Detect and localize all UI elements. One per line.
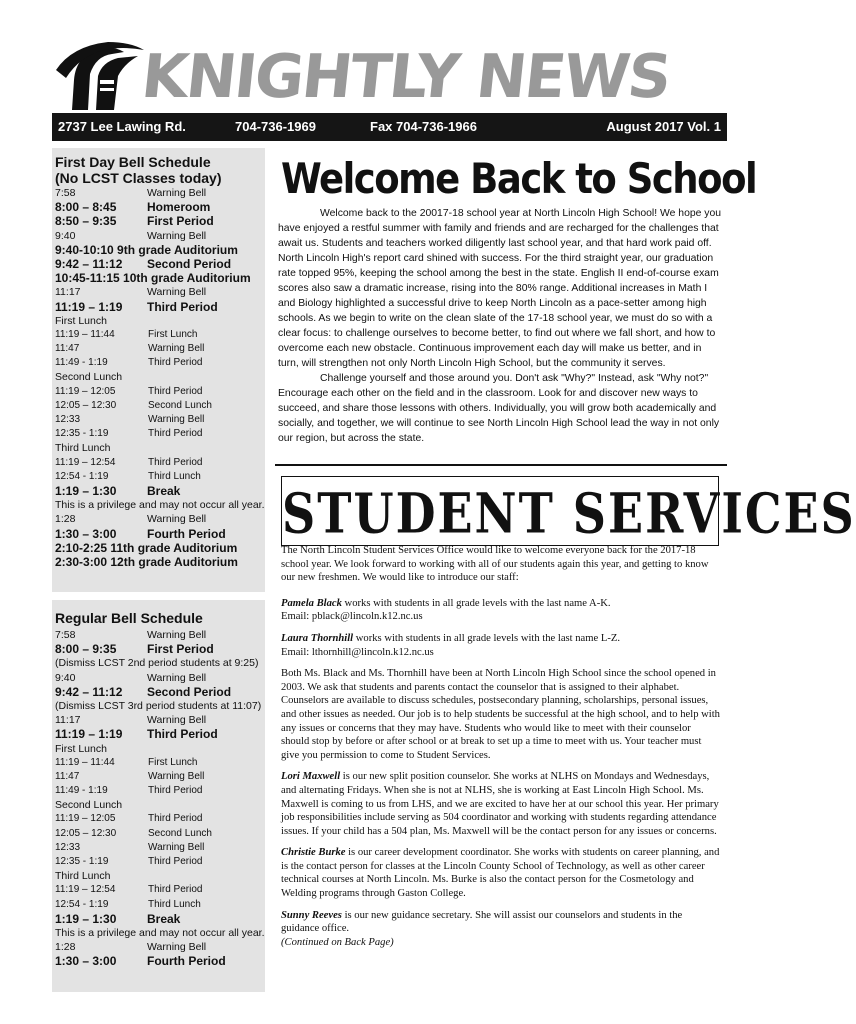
schedule-row (55, 883, 263, 897)
schedule-event: Warning Bell (148, 770, 205, 782)
schedule-time: 12:33 (55, 414, 81, 425)
schedule-time: First Lunch (55, 314, 107, 327)
schedule-event: Second Lunch (148, 399, 212, 411)
schedule-event: Third Period (147, 299, 218, 314)
schedule-event: Third Period (148, 428, 203, 440)
schedule-time: 9:40 (55, 229, 76, 242)
schedule-time: (Dismiss LCST 3rd period students at 11:07) (55, 699, 262, 712)
schedule-row (55, 186, 263, 200)
schedule-event: Fourth Period (147, 954, 226, 969)
schedule-event: Third Period (148, 856, 203, 867)
schedule-event: Second Period (147, 256, 232, 271)
regular-bell-schedule (52, 600, 265, 992)
schedule-time: 1:30 – 3:00 (55, 526, 117, 541)
schedule-row (55, 727, 263, 741)
schedule-event: Third Period (148, 813, 203, 825)
schedule-time: 10:45-11:15 10th grade Auditorium (55, 271, 251, 286)
schedule-time: 8:00 – 9:35 (55, 642, 117, 657)
schedule-time: 1:19 – 1:30 (55, 911, 117, 926)
schedule-time: 1:28 (55, 941, 76, 954)
schedule-time: 12:54 - 1:19 (55, 898, 109, 910)
welcome-title: Welcome Back to School (281, 155, 757, 204)
schedule-row (55, 742, 263, 756)
schedule-event: Break (147, 483, 181, 498)
schedule-row (55, 385, 263, 399)
schedule-subheading: (No LCST Classes today) (55, 170, 222, 186)
schedule-row (55, 770, 263, 784)
schedule-time: 8:00 – 8:45 (55, 200, 117, 215)
phone: 704-736-1969 (235, 119, 316, 134)
schedule-event: Second Period (147, 684, 232, 699)
schedule-row (55, 229, 263, 243)
issue-date: August 2017 Vol. 1 (606, 119, 721, 134)
welcome-paragraph: Challenge yourself and those around you. Don't ask "Why?" Instead, ask "Why not?" Encourage each other on the field and in the classroom. Look for and discover new ways to succeed, and share those lessons with others. Individually, you will grow both academically and socially, and together, we will continue to see North Lincoln High School lead the way in not only our region, but across the state. (278, 373, 720, 444)
schedule-row (55, 827, 263, 841)
schedule-row (55, 413, 263, 427)
schedule-row (55, 427, 263, 441)
schedule-time: 11:19 – 11:44 (55, 328, 115, 340)
student-services-banner (281, 476, 856, 546)
schedule-time: 2:10-2:25 11th grade Auditorium (55, 540, 238, 555)
schedule-event: Third Period (148, 385, 203, 397)
schedule-heading: Regular Bell Schedule (55, 610, 203, 626)
schedule-event: Third Lunch (148, 898, 201, 910)
info-bar (52, 113, 727, 141)
schedule-row (55, 328, 263, 342)
schedule-time: 1:28 (55, 513, 76, 526)
staff-laura-thornhill: Laura Thornhill works with students in all grade levels with the last name L-Z. Email: lthornhill@lincoln.k12.nc.us (281, 632, 620, 658)
schedule-time: 11:19 – 11:44 (55, 756, 115, 768)
schedule-row (55, 555, 263, 569)
schedule-time: 12:05 – 12:30 (55, 827, 117, 839)
schedule-row (55, 441, 263, 455)
schedule-time: 11:49 - 1:19 (55, 785, 108, 797)
schedule-row (55, 512, 263, 526)
schedule-time: (Dismiss LCST 2nd period students at 9:25) (55, 657, 259, 670)
schedule-row (55, 271, 263, 285)
schedule-event: Warning Bell (147, 286, 207, 299)
schedule-row (55, 527, 263, 541)
schedule-time: 11:19 – 12:54 (55, 884, 116, 896)
schedule-row (55, 798, 263, 812)
newsletter-title: KNIGHTLY NEWS (138, 42, 673, 112)
services-paragraph: Both Ms. Black and Ms. Thornhill have been at North Lincoln High School since the school opened in 2003. We ask that students and parents contact the counselor that is assigned to their alphabet. Counselors are available to discuss schedules, postsecondary planning, scholarships, personal issues, and other issues as needed. Our job is to help students be successful at the high school, and to help with any issues or concerns that they may have. Students who would like to meet with their counselor should stop by before or after school or at break to set up a time to meet with us. Your teacher must give you permission to come to Student Services. (281, 668, 720, 761)
schedule-time: 9:42 – 11:12 (55, 684, 123, 699)
schedule-time: 11:49 - 1:19 (55, 357, 108, 369)
schedule-time: 12:35 - 1:19 (55, 856, 109, 867)
schedule-time: 12:54 - 1:19 (55, 470, 109, 482)
schedule-time: 11:17 (55, 714, 81, 727)
schedule-row (55, 898, 263, 912)
schedule-time: 11:19 – 12:05 (55, 385, 116, 397)
schedule-row (55, 812, 263, 826)
schedule-event: Warning Bell (147, 513, 207, 526)
schedule-row (55, 869, 263, 883)
knight-helmet-icon (52, 40, 147, 112)
masthead (52, 40, 724, 112)
schedule-row (55, 399, 263, 413)
schedule-row (55, 200, 263, 214)
schedule-event: Warning Bell (148, 841, 205, 853)
schedule-row (55, 940, 263, 954)
schedule-event: Third Period (148, 357, 203, 369)
schedule-row (55, 498, 263, 512)
welcome-paragraph: Welcome back to the 20017-18 school year at North Lincoln High School! We hope you have enjoyed a restful summer with family and friends and are recharged for the challenges that await us. Students and teachers worked diligently last school year, and that hard work paid off. North Lincoln High's report card shined with success. For the third straight year, our graduation rate topped 95%, keeping the school among the best in the state. English II end-of-course exam scores also saw a dramatic increase, rising into the 80% range. Additional increases in Math I and Biology highlighted a successful drive to keep North Lincoln as a pace-setter among high schools. As we begin to write on the clean slate of the 17-18 school year, we must do so with a clear focus: to challenge ourselves to become better, to find out where we fall short, and how to overcome each new obstacle. Continuous improvement each day will make us better, and in turn, will strengthen not only North Lincoln High School, but the community it serves. (278, 208, 722, 369)
schedule-time: 11:19 – 12:05 (55, 813, 116, 825)
schedule-row (55, 342, 263, 356)
schedule-event: Warning Bell (147, 187, 207, 199)
schedule-time: 9:40-10:10 9th grade Auditorium (55, 242, 238, 257)
schedule-event: Second Lunch (148, 827, 212, 839)
schedule-time: 9:42 – 11:12 (55, 256, 123, 271)
staff-christie-burke: Christie Burke is our career development coordinator. She works with students on career planning, and is the contact person for classes at the Lincoln County School of Technology, as well as other career technical courses at North Lincoln. Ms. Burke is also the contact person for the Cosmetology and Welding programs through Gaston College. (281, 847, 720, 900)
staff-sunny-reeves: Sunny Reeves is our new guidance secretary. She will assist our counselors and students in the guidance office. (Continued on Back Page) (281, 909, 683, 948)
schedule-row (55, 470, 263, 484)
address: 2737 Lee Lawing Rd. (58, 119, 186, 134)
schedule-row (55, 356, 263, 370)
schedule-row (55, 841, 263, 855)
schedule-row (55, 756, 263, 770)
schedule-time: 11:17 (55, 286, 81, 299)
schedule-event: Third Period (148, 456, 203, 468)
schedule-row (55, 214, 263, 228)
schedule-row (55, 656, 263, 670)
schedule-time: This is a privilege and may not occur all year. (55, 499, 265, 512)
schedule-row (55, 370, 263, 384)
services-intro: The North Lincoln Student Services Office would like to welcome everyone back for the 2017-18 school year. We look forward to working with all of our students again this year, and getting to know our new freshmen. We would like to introduce our staff: (281, 545, 709, 584)
schedule-time: 1:19 – 1:30 (55, 483, 117, 498)
schedule-event: Third Period (147, 727, 218, 742)
schedule-time: 12:33 (55, 841, 81, 853)
schedule-event: Warning Bell (147, 629, 207, 641)
schedule-time: This is a privilege and may not occur all year. (55, 926, 265, 939)
divider (275, 464, 727, 466)
schedule-row (55, 285, 263, 299)
schedule-row (55, 300, 263, 314)
schedule-time: 11:19 – 12:54 (55, 456, 116, 468)
schedule-event: Fourth Period (147, 526, 226, 541)
schedule-time: 9:40 (55, 671, 76, 684)
schedule-event: First Lunch (148, 756, 198, 768)
schedule-event: Warning Bell (147, 941, 207, 954)
schedule-time: 7:58 (55, 629, 76, 641)
schedule-row (55, 784, 263, 798)
schedule-row (55, 314, 263, 328)
staff-pamela-black: Pamela Black works with students in all grade levels with the last name A-K. Email: pblack@lincoln.k12.nc.us (281, 597, 611, 623)
schedule-row (55, 685, 263, 699)
schedule-row (55, 954, 263, 968)
schedule-heading: First Day Bell Schedule (55, 154, 211, 170)
welcome-article (278, 206, 724, 446)
schedule-row (55, 926, 263, 940)
schedule-row (55, 243, 263, 257)
schedule-event: Warning Bell (148, 414, 205, 425)
schedule-row (55, 713, 263, 727)
schedule-row (55, 628, 263, 642)
schedule-time: 2:30-3:00 12th grade Auditorium (55, 554, 238, 569)
schedule-event: Warning Bell (147, 714, 207, 727)
schedule-event: Third Lunch (148, 470, 201, 482)
schedule-row (55, 456, 263, 470)
schedule-time: 11:47 (55, 770, 80, 782)
schedule-event: First Lunch (148, 328, 198, 340)
schedule-time: Second Lunch (55, 799, 123, 812)
first-day-bell-schedule (52, 148, 265, 592)
schedule-event: Homeroom (147, 200, 211, 215)
schedule-time: 8:50 – 9:35 (55, 214, 117, 229)
schedule-event: First Period (147, 642, 214, 657)
schedule-row (55, 671, 263, 685)
schedule-row (55, 912, 263, 926)
schedule-time: 12:35 - 1:19 (55, 428, 109, 440)
schedule-time: Third Lunch (55, 870, 111, 883)
schedule-event: Third Period (148, 884, 203, 896)
schedule-time: 11:47 (55, 343, 80, 355)
schedule-time: 11:19 – 1:19 (55, 727, 123, 742)
schedule-time: Second Lunch (55, 371, 123, 384)
schedule-time: 7:58 (55, 187, 76, 199)
schedule-event: Warning Bell (148, 343, 205, 355)
student-services-title: STUDENT SERVICES (282, 481, 856, 546)
schedule-event: Break (147, 911, 181, 926)
schedule-time: 12:05 – 12:30 (55, 399, 117, 411)
fax: Fax 704-736-1966 (370, 119, 477, 134)
schedule-event: Warning Bell (147, 671, 207, 684)
schedule-row (55, 257, 263, 271)
schedule-time: Third Lunch (55, 442, 111, 455)
schedule-row (55, 541, 263, 555)
schedule-time: First Lunch (55, 742, 107, 755)
schedule-event: Third Period (148, 785, 203, 797)
schedule-row (55, 855, 263, 869)
schedule-time: 11:19 – 1:19 (55, 299, 123, 314)
schedule-time: 1:30 – 3:00 (55, 954, 117, 969)
schedule-row (55, 484, 263, 498)
schedule-event: First Period (147, 214, 214, 229)
student-services-article (281, 544, 721, 949)
schedule-row (55, 699, 263, 713)
schedule-row (55, 642, 263, 656)
schedule-event: Warning Bell (147, 229, 207, 242)
staff-lori-maxwell: Lori Maxwell is our new split position counselor. She works at NLHS on Mondays and Wednesdays, and alternating Fridays. When she is not at NLHS, she is working at East Lincoln High School. Ms. Maxwell is coming to us from LHS, and we are excited to have her at our school this year. Her primary job responsibilities include serving as 504 coordinator and working with students regarding attendance issues. If your child has a 504 plan, Ms. Maxwell will be the contact person for any issues or concerns. (281, 771, 719, 837)
